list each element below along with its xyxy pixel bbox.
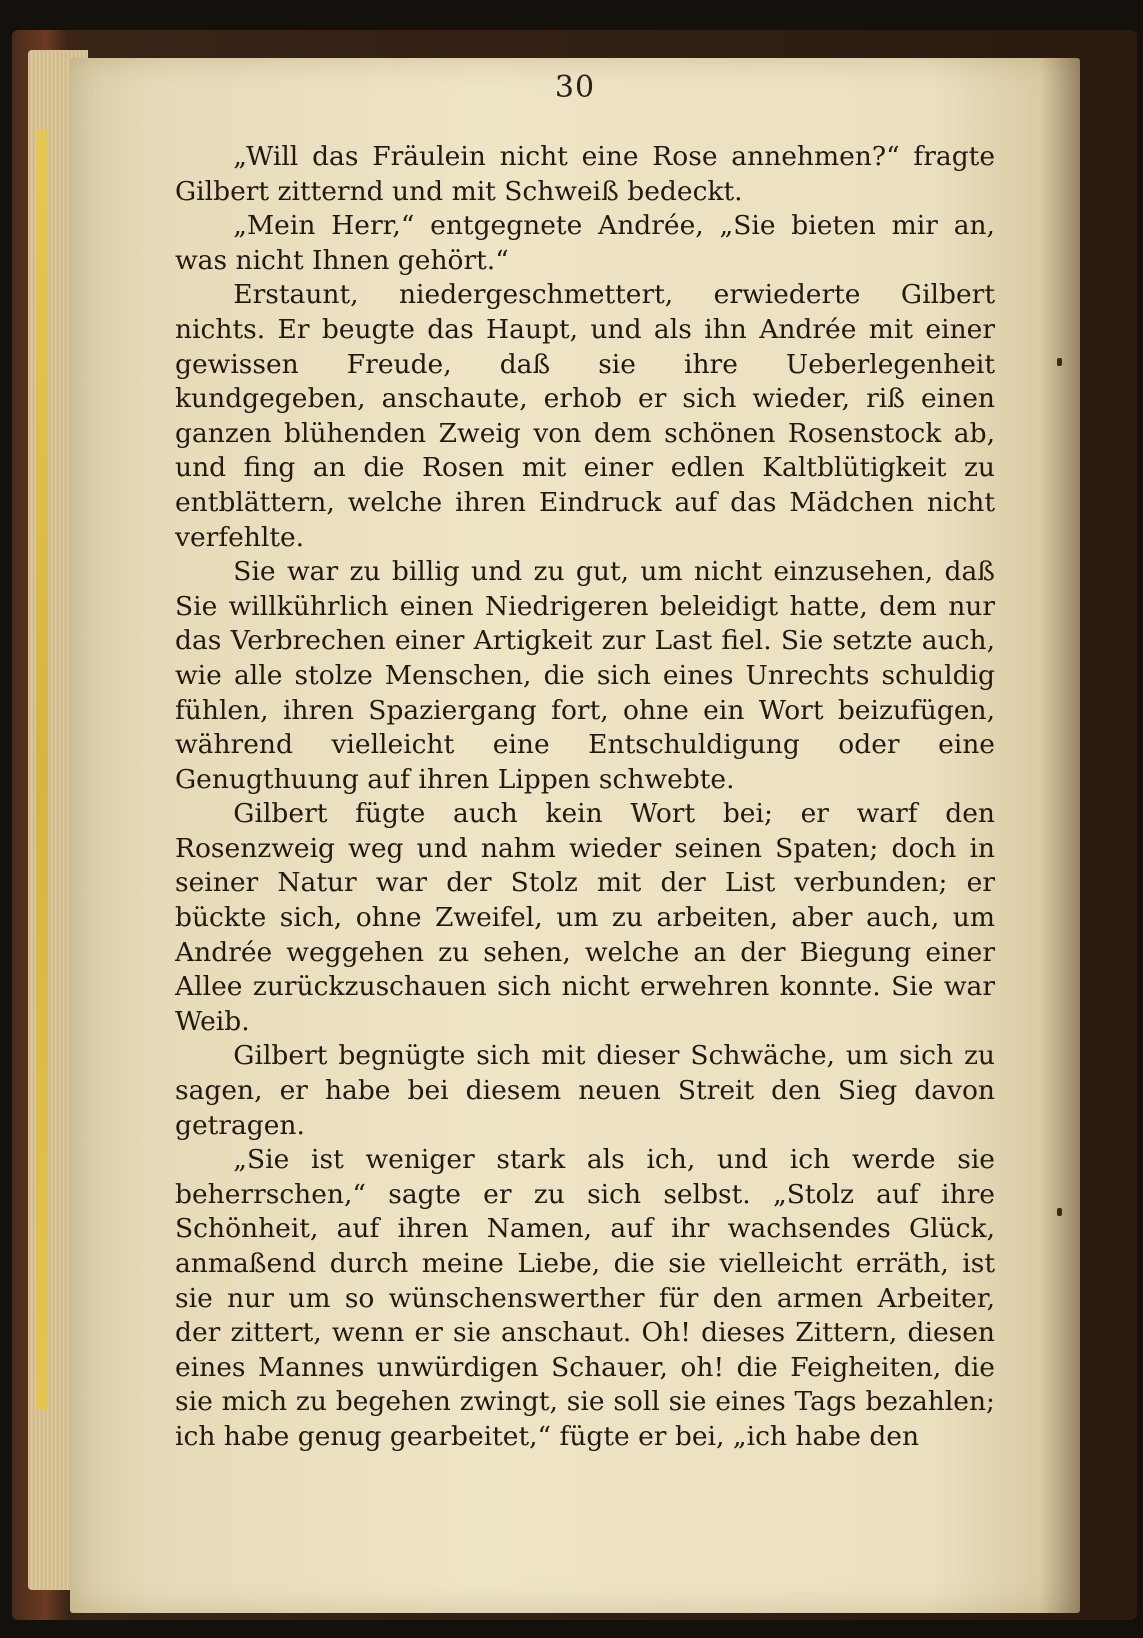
body-text	[175, 140, 995, 1455]
paragraph: „Will das Fräulein nicht eine Rose annehmen?“ fragte Gilbert zitternd und mit Schweiß bedeckt.	[175, 141, 995, 207]
ink-mark	[1057, 358, 1062, 366]
paragraph: Gilbert fügte auch kein Wort bei; er warf den Rosenzweig weg und nahm wieder seinen Spaten; doch in seiner Natur war der Stolz mit der List verbunden; er bückte sich, ohne Zweifel, um zu arbeiten, aber auch, um Andrée weggehen zu sehen, welche an der Biegung einer Allee zurückzuschauen sich nicht erwehren konnte. Sie war Weib.	[175, 798, 995, 1037]
page-gutter-shadow	[1040, 58, 1080, 1613]
paragraph: „Sie ist weniger stark als ich, und ich werde sie beherrschen,“ sagte er zu sich selbst. „Stolz auf ihre Schönheit, auf ihren Namen, auf ihr wachsendes Glück, anmaßend durch meine Liebe, die sie vielleicht erräth, ist sie nur um so wünschenswerther für den armen Arbeiter, der zittert, wenn er sie anschaut. Oh! dieses Zittern, diesen eines Mannes unwürdigen Schauer, oh! die Feigheiten, die sie mich zu begehen zwingt, sie soll sie eines Tags bezahlen; ich habe genug gearbeitet,“ fügte er bei, „ich habe den	[175, 1144, 995, 1452]
bookmark-ribbon	[36, 130, 48, 1410]
paragraph: „Mein Herr,“ entgegnete Andrée, „Sie bieten mir an, was nicht Ihnen gehört.“	[175, 210, 995, 276]
paragraph: Gilbert begnügte sich mit dieser Schwäche, um sich zu sagen, er habe bei diesem neuen Streit den Sieg davon getragen.	[175, 1040, 995, 1141]
paragraph: Sie war zu billig und zu gut, um nicht einzusehen, daß Sie willkührlich einen Niedrigeren beleidigt hatte, dem nur das Verbrechen einer Artigkeit zur Last fiel. Sie setzte auch, wie alle stolze Menschen, die sich eines Unrechts schuldig fühlen, ihren Spaziergang fort, ohne ein Wort beizufügen, während vielleicht eine Entschuldigung oder eine Genugthuung auf ihren Lippen schwebte.	[175, 556, 995, 795]
book-page	[70, 58, 1080, 1613]
ink-mark	[1057, 1208, 1062, 1216]
page-number: 30	[554, 70, 596, 105]
paragraph: Erstaunt, niedergeschmettert, erwiederte Gilbert nichts. Er beugte das Haupt, und als ihn Andrée mit einer gewissen Freude, daß sie ihre Ueberlegenheit kundgegeben, anschaute, erhob er sich wieder, riß einen ganzen blühenden Zweig von dem schönen Rosenstock ab, und fing an die Rosen mit einer edlen Kaltblütigkeit zu entblättern, welche ihren Eindruck auf das Mädchen nicht verfehlte.	[175, 279, 995, 553]
